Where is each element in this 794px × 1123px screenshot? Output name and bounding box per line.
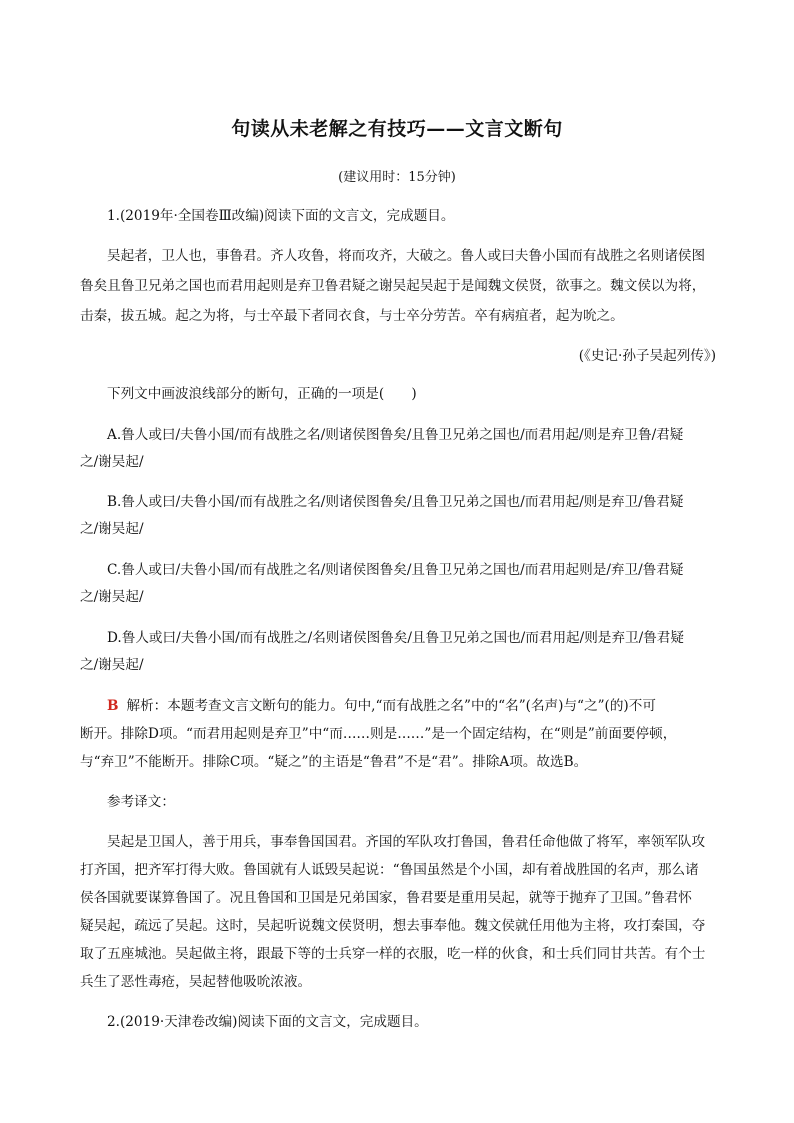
analysis-line: 断开。排除D项。“而君用起则是弃卫”中“而……则是……”是一个固定结构，在“则是”前面要停顿， xyxy=(80,726,677,742)
option-a-line1: A.鲁人或曰/夫鲁小国/而有战胜之名/则诸侯图鲁矣/且鲁卫兄弟之国也/而君用起/则是弃卫鲁/君疑 xyxy=(107,427,684,443)
analysis-text: 解析：本题考查文言文断句的能力。句中,“而有战胜之名”中的“名”(名声)与“之”(的)不可 xyxy=(126,698,656,714)
passage-line: 击秦，拔五城。起之为将，与士卒最下者同衣食，与士卒分劳苦。卒有病疽者，起为吮之。 xyxy=(80,308,624,324)
answer-letter: B xyxy=(107,698,119,714)
question-1-header: 1.(2019年·全国卷Ⅲ改编)阅读下面的文言文，完成题目。 xyxy=(107,208,455,224)
translation-line: 疑吴起，疏远了吴起。这时，吴起听说魏文侯贤明，想去事奉他。魏文侯就任用他为主将，攻打秦国，夺 xyxy=(80,918,706,934)
option-d-line1: D.鲁人或曰/夫鲁小国/而有战胜之/名则诸侯图鲁矣/且鲁卫兄弟之国也/而君用起/则是弃卫/鲁君疑 xyxy=(107,630,684,646)
translation-line: 取了五座城池。吴起做主将，跟最下等的士兵穿一样的衣服，吃一样的伙食，和士兵们同甘共苦。有个士 xyxy=(80,946,706,962)
suggested-time: (建议用时：15分钟) xyxy=(338,170,456,185)
option-c-line2: 之/谢吴起/ xyxy=(80,589,144,605)
option-b-line2: 之/谢吴起/ xyxy=(80,521,144,537)
translation-line: 打齐国，把齐军打得大败。鲁国就有人诋毁吴起说：“鲁国虽然是个小国，却有着战胜国的名声，那么诸 xyxy=(80,862,699,878)
page-title: 句读从未老解之有技巧——文言文断句 xyxy=(231,118,563,140)
translation-line: 吴起是卫国人，善于用兵，事奉鲁国国君。齐国的军队攻打鲁国，鲁君任命他做了将军，率领军队攻 xyxy=(107,834,706,850)
question-2-header: 2.(2019·天津卷改编)阅读下面的文言文，完成题目。 xyxy=(107,1014,428,1030)
passage-line: 鲁矣且鲁卫兄弟之国也而君用起则是弃卫鲁君疑之谢吴起吴起于是闻魏文侯贤，欲事之。魏文侯以为将， xyxy=(80,278,706,294)
passage-source: (《史记·孙子吴起列传》) xyxy=(578,348,716,364)
translation-label: 参考译文： xyxy=(107,794,175,810)
option-d-line2: 之/谢吴起/ xyxy=(80,657,144,673)
analysis-line xyxy=(107,696,656,716)
question-stem: 下列文中画波浪线部分的断句，正确的一项是( ) xyxy=(107,386,417,402)
analysis-line: 与“弃卫”不能断开。排除C项。“疑之”的主语是“鲁君”不是“君”。排除A项。故选B。 xyxy=(80,754,588,770)
translation-line: 兵生了恶性毒疮，吴起替他吸吮浓液。 xyxy=(80,974,312,990)
passage-line: 吴起者，卫人也，事鲁君。齐人攻鲁，将而攻齐，大破之。鲁人或曰夫鲁小国而有战胜之名则诸侯图 xyxy=(107,248,706,264)
option-c-line1: C.鲁人或曰/夫鲁小国/而有战胜之名/则诸侯图鲁矣/且鲁卫兄弟之国也/而君用起则是/弃卫/鲁君疑 xyxy=(107,562,684,578)
option-b-line1: B.鲁人或曰/夫鲁小国/而有战胜之名/则诸侯图鲁矣/且鲁卫兄弟之国也/而君用起/则是弃卫/鲁君疑 xyxy=(107,494,684,510)
option-a-line2: 之/谢吴起/ xyxy=(80,454,144,470)
translation-line: 侯各国就要谋算鲁国了。况且鲁国和卫国是兄弟国家，鲁君要是重用吴起，就等于抛弃了卫国。”鲁君怀 xyxy=(80,890,692,906)
